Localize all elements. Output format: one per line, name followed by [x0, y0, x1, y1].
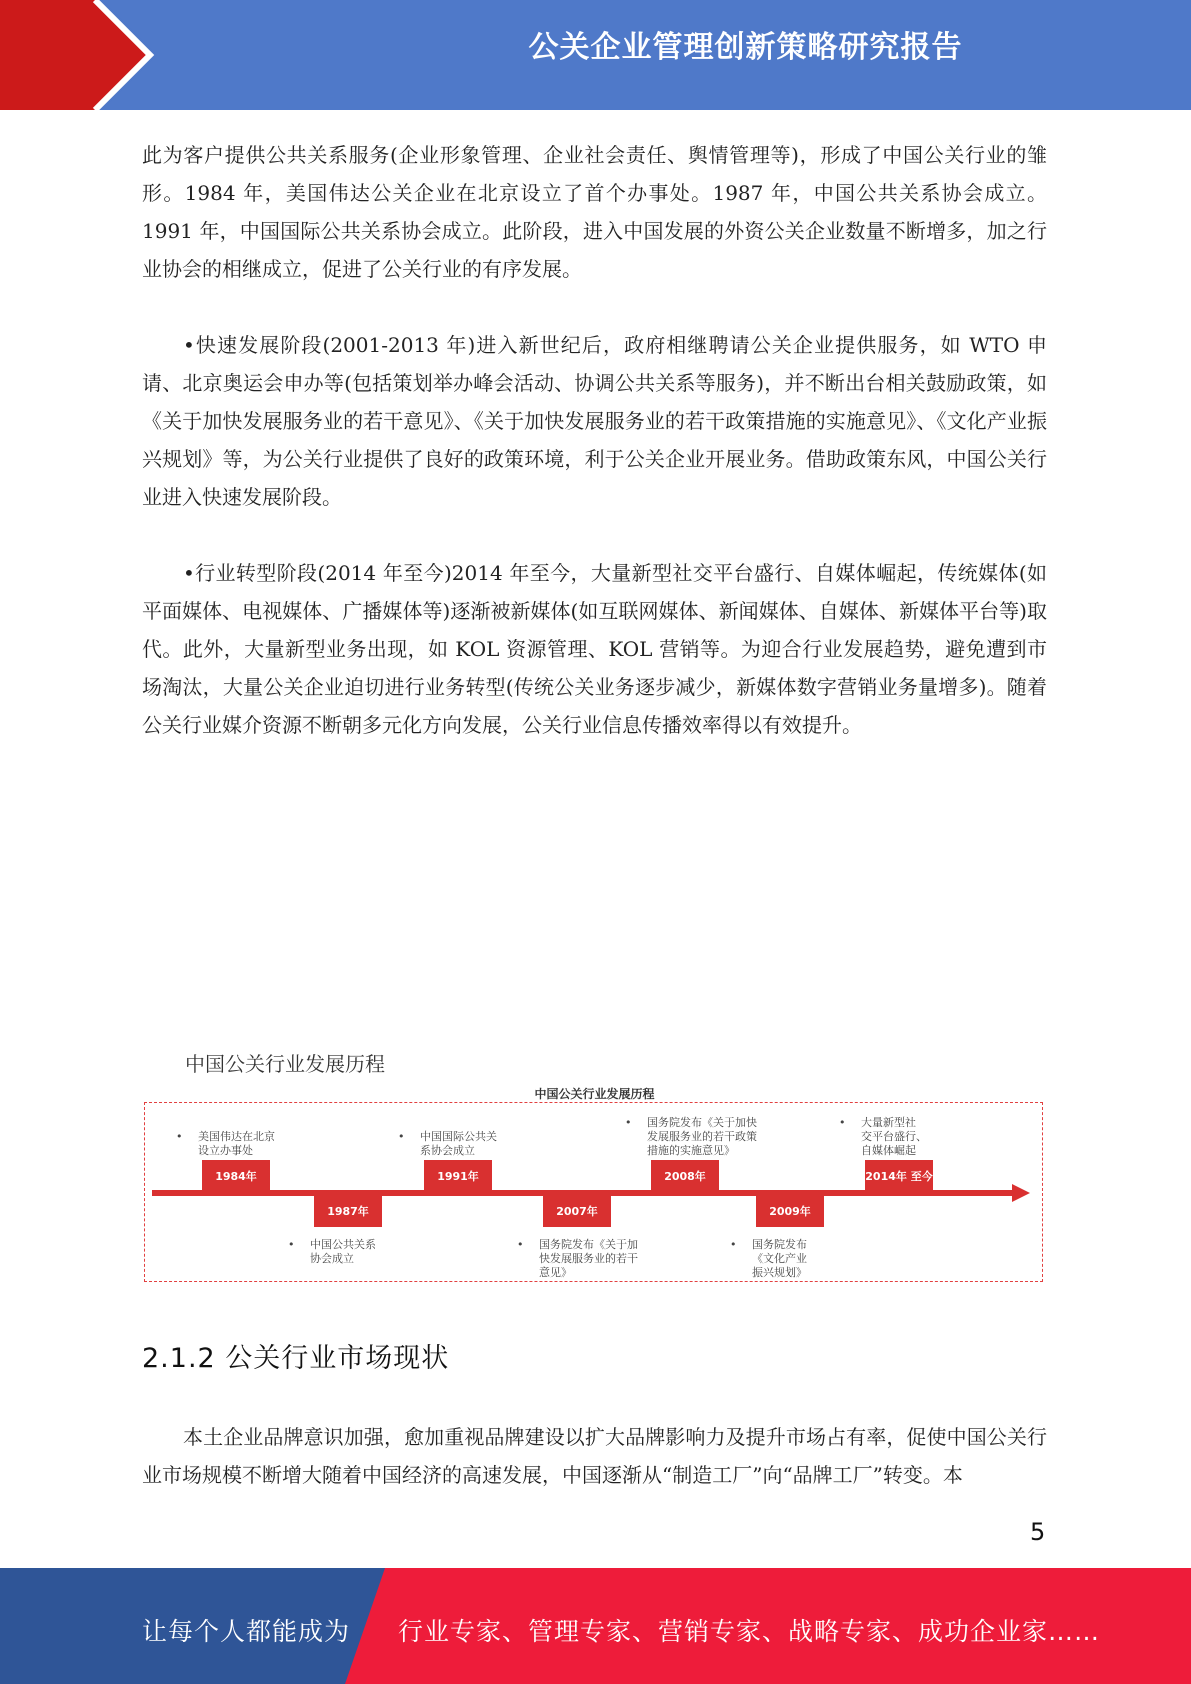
page-header: [0, 0, 1191, 110]
timeline-event-1: • 中国公共关系 协会成立: [310, 1238, 376, 1266]
section-paragraph: 本土企业品牌意识加强，愈加重视品牌建设以扩大品牌影响力及提升市场占有率，促使中国公关行业市场规模不断增大随着中国经济的高速发展，中国逐渐从“制造工厂”向“品牌工厂”转变。本: [142, 1425, 1047, 1487]
header-red-chevron: [0, 0, 160, 110]
timeline-title: 中国公关行业发展历程: [534, 1087, 655, 1101]
timeline-year-4: 2008年: [651, 1160, 719, 1192]
timeline-event-5: • 国务院发布 《文化产业 振兴规划》: [752, 1238, 807, 1280]
timeline-year-1: 1987年: [314, 1195, 382, 1227]
timeline-event-4: • 国务院发布《关于加快 发展服务业的若干政策 措施的实施意见》: [647, 1116, 757, 1158]
timeline-year-3: 2007年: [543, 1195, 611, 1227]
footer-slogan-right: 行业专家、管理专家、营销专家、战略专家、成功企业家……: [398, 1617, 1101, 1646]
report-title: 公关企业管理创新策略研究报告: [528, 30, 963, 65]
timeline-year-5: 2009年: [756, 1195, 824, 1227]
body-paragraph-1: 此为客户提供公共关系服务(企业形象管理、企业社会责任、舆情管理等)，形成了中国公关行业的雏形。1984 年，美国伟达公关企业在北京设立了首个办事处。1987 年，中国公共关系协会成立。1991 年，中国国际公共关系协会成立。此阶段，进入中国发展的外资公关企业数量不断增多，加之行业协会的相继成立，促进了公关行业的有序发展。: [142, 143, 1047, 281]
section-heading: 2.1.2 公关行业市场现状: [142, 1343, 450, 1374]
page-footer: [0, 1568, 1191, 1684]
figure-caption: 中国公关行业发展历程: [185, 1052, 385, 1076]
timeline-year-0: 1984年: [202, 1160, 270, 1192]
timeline-event-2: • 中国国际公共关 系协会成立: [420, 1130, 497, 1158]
timeline-event-0: • 美国伟达在北京 设立办事处: [198, 1130, 275, 1158]
timeline-event-6: • 大量新型社 交平台盛行、 自媒体崛起: [861, 1116, 927, 1158]
body-paragraph-2: •快速发展阶段(2001-2013 年)进入新世纪后，政府相继聘请公关企业提供服务，如 WTO 申请、北京奥运会申办等(包括策划举办峰会活动、协调公共关系等服务)，并不断出台相关鼓励政策，如《关于加快发展服务业的若干意见》、《关于加快发展服务业的若干政策措施的实施意见》、《文化产业振兴规划》等，为公关行业提供了良好的政策环境，利于公关企业开展业务。借助政策东风，中国公关行业进入快速发展阶段。: [142, 333, 1047, 509]
timeline-figure: [142, 1080, 1047, 1285]
body-paragraph-3: •行业转型阶段(2014 年至今)2014 年至今，大量新型社交平台盛行、自媒体崛起，传统媒体(如平面媒体、电视媒体、广播媒体等)逐渐被新媒体(如互联网媒体、新闻媒体、自媒体、新媒体平台等)取代。此外，大量新型业务出现，如 KOL 资源管理、KOL 营销等。为迎合行业发展趋势，避免遭到市场淘汰，大量公关企业迫切进行业务转型(传统公关业务逐步减少，新媒体数字营销业务量增多)。随着公关行业媒介资源不断朝多元化方向发展，公关行业信息传播效率得以有效提升。: [142, 561, 1047, 737]
timeline-year-6: 2014年 至今: [865, 1160, 933, 1192]
page-number: 5: [1030, 1518, 1046, 1546]
timeline-year-2: 1991年: [424, 1160, 492, 1192]
footer-slogan-left: 让每个人都能成为: [142, 1617, 351, 1646]
timeline-event-3: • 国务院发布《关于加 快发展服务业的若干 意见》: [539, 1238, 638, 1280]
